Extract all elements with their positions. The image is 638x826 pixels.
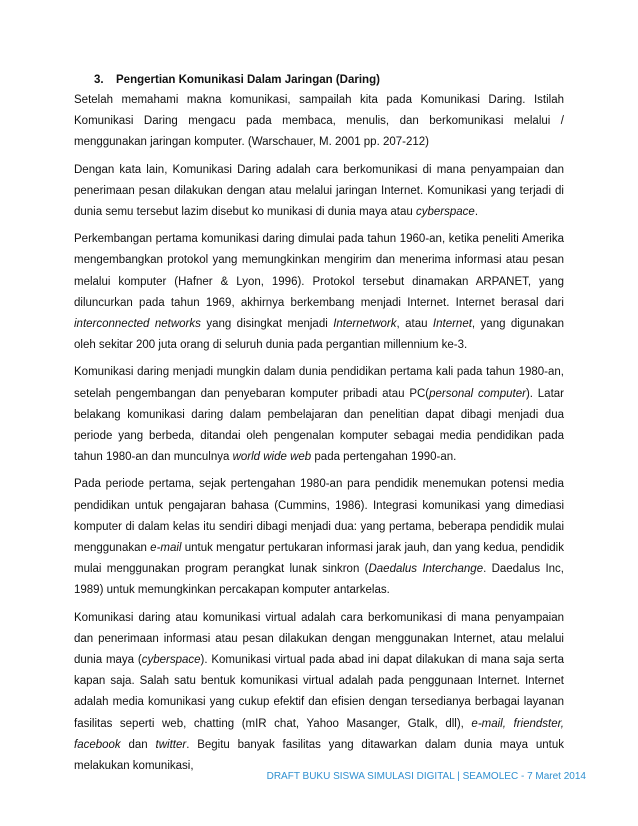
italic-term: world wide web — [232, 451, 312, 464]
section-number: 3. — [94, 74, 104, 86]
footer-date: 7 Maret 2014 — [527, 771, 586, 782]
body-paragraph — [74, 160, 564, 224]
paragraph-text: Komunikasi daring menjadi mungkin dalam dunia pendidikan pertama kali pada tahun 1980-an, setelah pengembangan dan penyebaran komputer pribadi atau PC( — [74, 366, 564, 400]
italic-term: Internet — [432, 318, 472, 331]
body-text — [74, 90, 564, 777]
page-content — [74, 70, 564, 783]
body-paragraph — [74, 474, 564, 601]
italic-term: e-mail — [150, 542, 182, 555]
body-paragraph — [74, 229, 564, 356]
paragraph-text: Komunikasi daring atau komunikasi virtual adalah cara berkomunikasi di mana penyampaian dan penerimaan informasi atau pesan dilakukan dengan menggunakan Internet, atau melalui dunia maya ( — [74, 611, 564, 667]
paragraph-text: dan — [120, 738, 156, 751]
paragraph-text: pada pertengahan 1990-an. — [311, 451, 457, 464]
paragraph-text: Pada periode pertama, sejak pertengahan 1980-an para pendidik menemukan potensi media pendidikan untuk pengajaran bahasa (Cummins, 1986). Integrasi komunikasi yang dimediasi komputer di dalam kelas itu sendiri dibagi menjadi dua: yang pertama, beberapa pendidik mulai menggunakan — [74, 478, 564, 555]
body-paragraph — [74, 362, 564, 468]
italic-term: Internetwork — [333, 318, 397, 331]
page-footer — [267, 770, 586, 784]
italic-term: cyberspace — [141, 654, 201, 667]
paragraph-text: Perkembangan pertama komunikasi daring dimulai pada tahun 1960-an, ketika peneliti Amerika mengembangkan protokol yang memungkinkan mengirim dan menerima informasi atau pesan melalui komputer (Hafner & Lyon, 1996). Protokol tersebut dinamakan ARPANET, yang diluncurkan pada tahun 1969, akhirnya berkembang menjadi Internet. Internet berasal dari — [74, 233, 564, 309]
paragraph-text: . — [474, 206, 479, 219]
italic-term: twitter — [155, 738, 187, 751]
italic-term: e-mail, friendster, facebook — [74, 717, 564, 751]
paragraph-text: yang disingkat menjadi — [200, 318, 334, 331]
paragraph-text: , yang digunakan oleh sekitar 200 juta orang di seluruh dunia pada pergantian millennium ke-3. — [74, 318, 564, 352]
section-heading — [94, 70, 564, 90]
paragraph-text: ). Latar belakang komunikasi daring dalam pembelajaran dan penelitian dapat dibagi menjadi dua periode yang berbeda, ditandai oleh pengenalan komputer sebagai media pendidikan pada tahun 1980-an dan munculnya — [74, 387, 564, 464]
paragraph-text: Dengan kata lain, Komunikasi Daring adalah cara berkomunikasi di mana penyampaian dan penerimaan pesan dilakukan dengan atau melalui jaringan Internet. Komunikasi yang terjadi di dunia semu tersebut lazim disebut ko munikasi di dunia maya atau — [74, 163, 564, 219]
italic-term: interconnected networks — [74, 318, 201, 331]
paragraph-text: ). Komunikasi virtual pada abad ini dapat dilakukan di mana saja serta kapan saja. Salah satu bentuk komunikasi virtual adalah pada penggunaan Internet. Internet adalah media komunikasi yang cukup efektif dan efisien dengan tersedianya berbagai layanan fasilitas seperti web, chatting (mIR chat, Yahoo Masanger, Gtalk, dll), — [74, 654, 564, 730]
body-paragraph — [74, 90, 564, 154]
paragraph-text: Setelah memahami makna komunikasi, sampailah kita pada Komunikasi Daring. Istilah Komunikasi Daring mengacu pada membaca, menulis, dan berkomunikasi melalui / menggunakan jaringan komputer. (Warschauer, M. 2001 pp. 207-212) — [74, 94, 564, 149]
paragraph-text: . Begitu banyak fasilitas yang ditawarkan dalam dunia maya untuk melakukan komunikasi, — [74, 738, 565, 773]
footer-book-title: DRAFT BUKU SISWA SIMULASI DIGITAL — [266, 771, 455, 782]
italic-term: cyberspace — [416, 206, 475, 219]
footer-separator: | — [457, 771, 460, 782]
body-paragraph — [74, 608, 564, 778]
italic-term: Daedalus Interchange — [368, 563, 484, 576]
footer-org: SEAMOLEC - — [462, 771, 525, 782]
paragraph-text: . Daedalus Inc, 1989) untuk memungkinkan percakapan komputer antarkelas. — [74, 563, 564, 597]
paragraph-text: , atau — [396, 318, 433, 331]
paragraph-text: untuk mengatur pertukaran informasi jarak jauh, dan yang kedua, pendidik mulai menggunakan program perangkat lunak sinkron ( — [74, 542, 564, 576]
italic-term: personal computer — [429, 387, 526, 400]
section-title: Pengertian Komunikasi Dalam Jaringan (Daring) — [116, 74, 380, 86]
